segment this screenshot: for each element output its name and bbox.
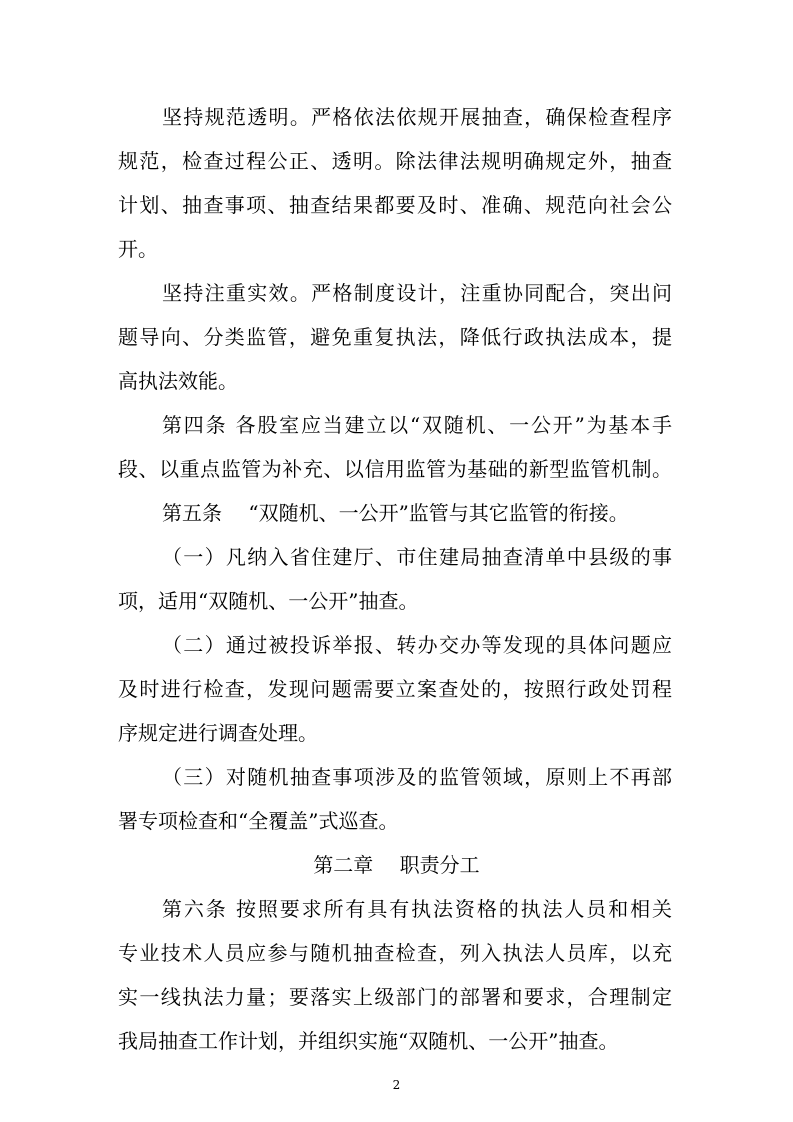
item-3-line-2: 署专项检查和“全覆盖”式巡查。 [118,809,399,833]
paragraph-2-line-3: 高执法效能。 [118,369,238,393]
paragraph-1-line-1: 坚持规范透明。严格依法依规开展抽查，确保检查程序 [162,105,672,129]
article-4-line-1: 第四条 各股室应当建立以“双随机、一公开”为基本手 [162,413,672,437]
article-6-line-2: 专业技术人员应参与随机抽查检查，列入执法人员库，以充 [118,941,672,965]
article-6-line-1: 第六条 按照要求所有具有执法资格的执法人员和相关 [162,897,672,921]
page-number: 2 [392,1078,401,1092]
article-6-line-4: 我局抽查工作计划，并组织实施“双随机、一公开”抽查。 [118,1029,619,1053]
article-5-line-1: 第五条 “双随机、一公开”监管与其它监管的衔接。 [162,501,629,525]
item-2-line-3: 序规定进行调查处理。 [118,721,318,745]
item-1-line-1: （一）凡纳入省住建厅、市住建局抽查清单中县级的事 [162,545,672,569]
paragraph-1-line-2: 规范，检查过程公正、透明。除法律法规明确规定外，抽查 [118,149,672,173]
article-6-line-3: 实一线执法力量；要落实上级部门的部署和要求，合理制定 [118,985,672,1009]
item-2-line-2: 及时进行检查，发现问题需要立案查处的，按照行政处罚程 [118,677,672,701]
paragraph-2-line-2: 题导向、分类监管，避免重复执法，降低行政执法成本，提 [118,325,672,349]
paragraph-1-line-3: 计划、抽查事项、抽查结果都要及时、准确、规范向社会公 [118,193,672,217]
paragraph-2-line-1: 坚持注重实效。严格制度设计，注重协同配合，突出问 [162,281,672,305]
item-1-line-2: 项，适用“双随机、一公开”抽查。 [118,589,419,613]
article-4-line-2: 段、以重点监管为补充、以信用监管为基础的新型监管机制。 [118,457,672,481]
chapter-heading: 第二章 职责分工 [313,853,480,877]
paragraph-1-line-4: 开。 [118,237,158,261]
item-2-line-1: （二）通过被投诉举报、转办交办等发现的具体问题应 [162,633,672,657]
item-3-line-1: （三）对随机抽查事项涉及的监管领域，原则上不再部 [162,765,672,789]
